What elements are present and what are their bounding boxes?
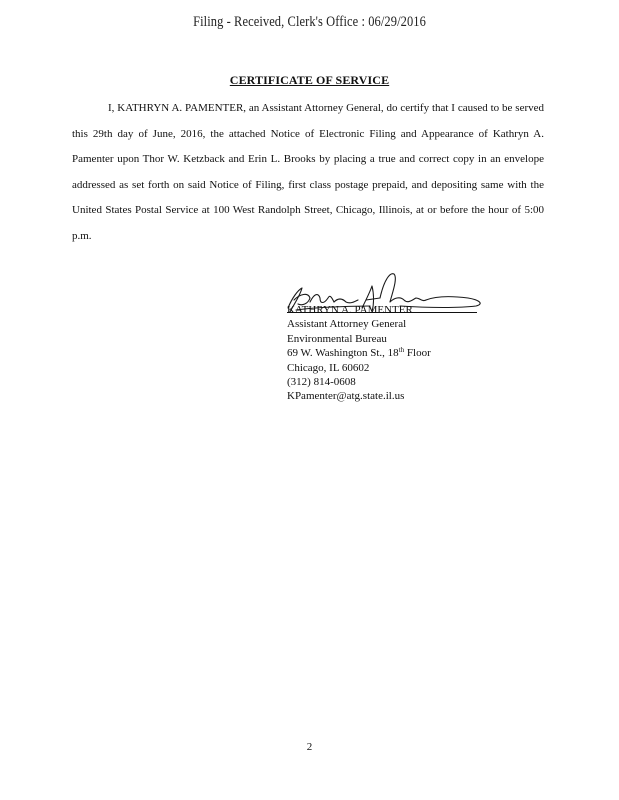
signatory-bureau: Environmental Bureau bbox=[287, 332, 387, 345]
signature-block bbox=[287, 303, 431, 404]
address-street: 69 W. Washington St., 18 bbox=[287, 347, 399, 360]
signatory-city: Chicago, IL 60602 bbox=[287, 361, 370, 374]
certificate-paragraph: I, KATHRYN A. PAMENTER, an Assistant Attorney General, do certify that I caused to be served this 29th day of June, 2016, the attached Notice of Electronic Filing and Appearance of Kathryn A. Pamenter upon Thor W. Ketzback and Erin L. Brooks by placing a true and correct copy in an envelope addressed as set forth on said Notice of Filing, first class postage prepaid, and depositing same with the United States Postal Service at 100 West Randolph Street, Chicago, Illinois, at or before the hour of 5:00 p.m. bbox=[72, 102, 544, 242]
document-title: CERTIFICATE OF SERVICE bbox=[229, 73, 390, 87]
address-ordinal: th bbox=[398, 346, 405, 355]
signatory-name: KATHRYN A. PAMENTER bbox=[287, 304, 413, 316]
filing-stamp: Filing - Received, Clerk's Office : 06/29/2016 bbox=[193, 14, 426, 30]
signatory-email: KPamenter@atg.state.il.us bbox=[287, 390, 405, 403]
signatory-address bbox=[287, 346, 431, 360]
page-number: 2 bbox=[306, 741, 313, 753]
address-floor: Floor bbox=[404, 347, 431, 360]
signatory-title: Assistant Attorney General bbox=[287, 318, 407, 331]
signatory-phone: (312) 814-0608 bbox=[287, 376, 356, 389]
